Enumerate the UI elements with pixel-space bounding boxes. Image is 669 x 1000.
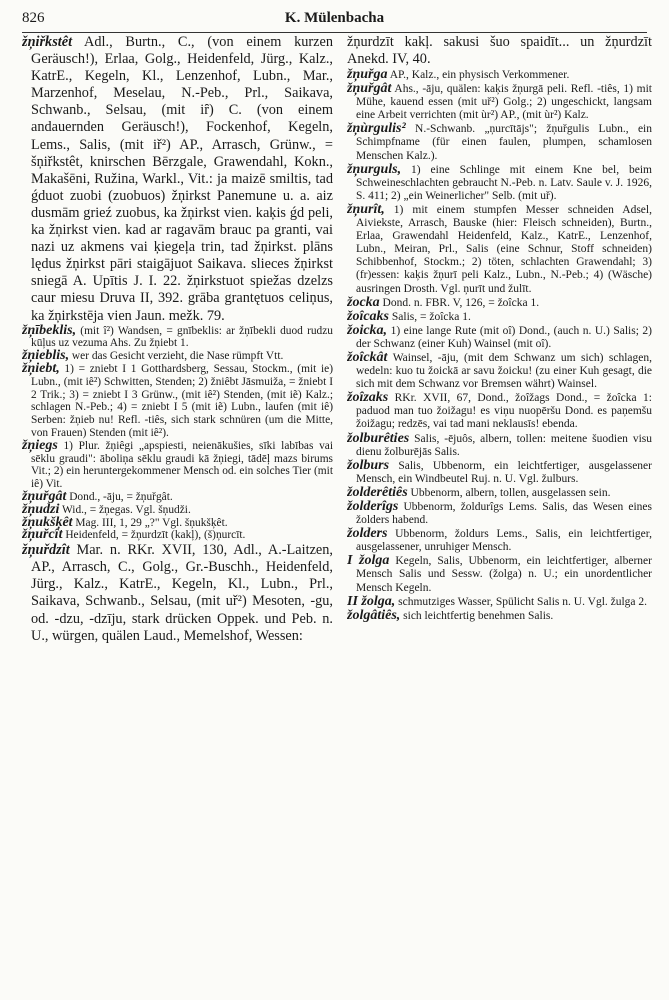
entry-headword: žoîzaks	[347, 390, 389, 406]
entry-definition: Wid., = žņegas. Vgl. šņudži.	[59, 503, 191, 516]
dictionary-entry	[22, 542, 333, 645]
dictionary-entry	[347, 163, 652, 203]
dictionary-entry	[22, 350, 333, 363]
dictionary-entry	[347, 391, 652, 431]
entry-headword: žolburs	[347, 457, 390, 473]
dictionary-entry	[22, 529, 333, 542]
entry-definition: žņurdzīt kakļ. sakusi šuo spaidīt... un žņurdzīt Anekd. IV, 40.	[347, 34, 652, 67]
left-column	[22, 34, 333, 996]
entry-definition: Ubbenorm, žoldurs Lems., Salis, ein leichtfertiger, ausgelassener, unruhiger Mensch.	[356, 528, 652, 554]
entry-definition: Adl., Burtn., C., (von einem kurzen Geräusch!), Erlaa, Golg., Heidenfeld, Jürg., Kalz., KatrE., Kegeln, Kl., Lenzenhof, Lubn., Mar., Marzenhof, Meselau, N.-Peb., Prl., Saikava, Schwanb., Selsau, (mit iȓ) C. (von einem andauernden Geräusch!), Fockenhof, Kegeln, Lems., Salis, (mit iř²) AP., Arrasch, Grünw., = šņiřkstêt, knirschen Bērzgale, Grawendahl, Kokn., Makašēni, Ružina, Warkl., Vit.: ja maizē smiltis, tad ǵduot zuobi (zuobuos) žņirkst Panemune u. a. aiz dusmām grieź zuobus, ka žņirkst vien. kaķis ǵd peli, ka žņirkst vien. kad ar ragavām brauc pa granti, vai nazi uz akmens vai ķiegeļa trin, tad žņirkst. plāns lędus žņirkst pāri staigājuot Saikava. slieces žņirkst sniegā A. Upītis J. I. 22. žņirkstuot spiežas dzelzs caur miesu Druva II, 392. grāba grantętuos celiņus, ka žņirkstēja vien Jaun. mežk. 79.	[31, 34, 333, 324]
dictionary-entry	[347, 122, 652, 162]
entry-definition: 1) mit einem stumpfen Messer schneiden Adsel, Aiviekste, Arrasch, Bauske (hier: Fleisch schneiden), Burtn., Erlaa, Grawendahl Heidenfeld, Kalz., KatrE., Lenzenhof, Lubn., Meiran, Prl., Salis (eine Schnur, Stoff schneiden) Schibbenhof, Stockm.; 2) töten, schlachten Grawendahl; 3) (fr)essen: kaķis žņurī peli Kalz., Lubn., N.-Peb.; 4) (Wäsche) ausringen Drosth. Vgl. ņurīt und žulīt.	[356, 203, 652, 295]
entry-definition: 1) eine Schlinge mit einem Kne bel, beim Schweineschlachten gebraucht N.-Peb. n. Latv. Saule v. J. 1926, S. 411; 2) „ein Weinerlicher" Selb. (mit uř).	[356, 163, 652, 202]
entry-definition: Dond., -āju, = žņuřgât.	[66, 490, 173, 503]
dictionary-entry	[22, 514, 333, 530]
entry-definition: wer das Gesicht verzieht, die Nase rümpft Vtt.	[69, 350, 284, 363]
dictionary-entry	[347, 324, 652, 351]
entry-headword: žolburêties	[347, 430, 410, 446]
entry-definition: Ubbenorm, albern, tollen, ausgelassen sein.	[407, 486, 611, 499]
dictionary-entry	[347, 500, 652, 527]
entry-headword: žoicka,	[347, 322, 388, 338]
entry-definition: RKr. XVII, 67, Dond., žoîžags Dond., = žoîcka 1: paduod man tuo žoižagu! es viņu nuopēršu Dond. es paņemšu žoižagu; redzēs, vai tad mani neklausīs! ebenda.	[356, 392, 652, 431]
entry-definition: 1) = zniebt I 1 Gotthardsberg, Sessau, Stockm., (mit ie) Lubn., (mit iê²) Schwitten, Stenden; 2) žniêbt Jāsmuiža, = žniebt I 2 Trik.; 3) = zniebt I 3 Grünw., (mit iê²) Stenden, (mit iẽ) Kalz.; schlagen N.-Peb.; 4) = zniebt I 5 (mit iẽ) Lubn., laufen (mit iê) Serben: žņieb nu! Refl. -tiês, sich stark schnüren (um die Mitte, von Frauen) Stenden (mit iê²).	[31, 362, 333, 439]
dictionary-entry	[347, 34, 652, 68]
entry-headword: žņurît,	[347, 201, 385, 217]
dictionary-entry	[347, 554, 652, 594]
entry-headword: žņiegs	[22, 437, 58, 453]
entry-definition: Salis, -ējuôs, albern, tollen: meitene šuodien visu dienu žolburējās Salis.	[356, 432, 652, 458]
right-column	[347, 34, 652, 996]
dictionary-entry	[347, 203, 652, 296]
entry-headword: žņībeklis,	[22, 322, 77, 338]
entry-headword: žoîcaks	[347, 308, 389, 324]
entry-headword: žolderêtiês	[347, 484, 408, 500]
entry-headword: žņiřkstêt	[22, 34, 73, 50]
entry-definition: Ahs., -āju, quälen: kaķis žņurgā peli. Refl. -tiês, 1) mit Mühe, kauend essen (mit uř²) Golg.; 2) ungeschickt, langsam eine Arbeit verrichten (mit ùr²) AP., (mit ùr²) Kalz.	[356, 83, 652, 122]
entry-definition: N.-Schwanb. „ņurcītājs"; žņuřgulis Lubn., ein Schimpfname (für einen faulen, plumpen, schamlosen Menschen Kalz.).	[356, 123, 652, 162]
dictionary-entry	[22, 488, 333, 504]
dictionary-entry	[347, 595, 652, 609]
entry-headword: žolders	[347, 526, 388, 542]
dictionary-entry	[347, 82, 652, 122]
dictionary-entry	[347, 310, 652, 324]
dictionary-entry	[347, 527, 652, 554]
dictionary-entry	[22, 34, 333, 325]
entry-definition: 1) Plur. žņiêgi „apspiesti, neienākušies, sīki labības vai sēklu graudi": āboliņa sēklu graudi kā žņiegi, tādēļ mazs birums Vit.; 2) ein heruntergekommener Mensch od. ein solches Tier (mit iê) Vit.	[31, 439, 333, 491]
entry-definition: (mit î²) Wandsen, = gnībeklis: ar žņībekli duod rudzu kūļus uz vezuma Ahs. Zu žņiebt 1.	[31, 324, 333, 350]
dictionary-entry	[347, 486, 652, 500]
entry-headword: žolderîgs	[347, 499, 399, 514]
entry-headword: žņiebt,	[22, 360, 60, 376]
entry-headword: žņuřgât	[347, 81, 392, 97]
entry-headword: žocka	[347, 294, 380, 310]
entry-headword: žņieblis,	[22, 348, 70, 364]
entry-definition: Heidenfeld, = žņurdzīt (kakļ), (š)ņurcīt.	[62, 529, 246, 542]
running-title: K. Mülenbacha	[284, 10, 385, 26]
entry-definition: Wainsel, -āju, (mit dem Schwanz um sich) schlagen, wedeln: kuo tu žoickā ar savu žoicku! (zu einer Kuh gesagt, die sich mit dem Schwanz vor Bremsen währt) Wainsel.	[356, 351, 652, 391]
entry-headword: žņùrgulis²	[347, 121, 406, 137]
entry-headword: žņurguls,	[347, 161, 402, 177]
entry-headword: I žolga	[347, 553, 390, 569]
dictionary-entry	[22, 322, 333, 351]
page-number: 826	[22, 10, 45, 26]
dictionary-entry	[347, 609, 652, 623]
dictionary-entry	[347, 459, 652, 486]
entry-headword: žņudzi	[22, 501, 60, 517]
entry-definition: Ubbenorm, žoldurîgs Lems. Salis, das Wesen eines žolders habend.	[356, 501, 652, 527]
entry-headword: žņuřga	[347, 67, 388, 82]
entry-definition: Salis, Ubbenorm, ein leichtfertiger, ausgelassener Mensch, ein Windbeutel Ruj. n. U. Vgl. žulburs.	[356, 459, 652, 485]
dictionary-entry	[347, 432, 652, 459]
entry-definition: sich leichtfertig benehmen Salis.	[400, 609, 554, 622]
entry-definition: Salis, = žoîcka 1.	[389, 310, 471, 323]
entry-definition: Mar. n. RKr. XVII, 130, Adl., A.-Laitzen, AP., Arrasch, C., Golg., Gr.-Buschh., Heidenfeld, Jürg., Kalz., KatrE., Kegeln, Kl., Lubn., Prl., Saikava, Schwanb., Selsau, (mit uř²) Mesoten, -gu, od. -dzu, -dzīju, stark drücken Oppek. und Peb. n. U., würgen, quälen Laud., Memelshof, Wessen:	[31, 542, 333, 644]
entry-headword: žņukšķêt	[22, 514, 73, 530]
entry-definition: Dond. n. FBR. V, 126, = žoîcka 1.	[379, 296, 540, 309]
entry-definition: 1) eine lange Rute (mit oî) Dond., (auch n. U.) Salis; 2) der Schwanz (einer Kuh) Wainsel (mit oî).	[356, 324, 652, 350]
entry-headword: II žolga,	[347, 593, 396, 609]
entry-definition: Mag. III, 1, 29 „?" Vgl. šņukšķêt.	[72, 516, 228, 529]
entry-definition: Kegeln, Salis, Ubbenorm, ein leichtfertiger, alberner Mensch Salis und Sessw. (žolga) n. U.; ein unordentlicher Mensch Kegeln.	[356, 555, 652, 594]
entry-definition: AP., Kalz., ein physisch Verkommener.	[387, 69, 570, 81]
dictionary-entry	[22, 437, 333, 491]
dictionary-entry	[347, 296, 652, 310]
dictionary-entry	[347, 68, 652, 82]
entry-headword: žņuřdzît	[22, 542, 70, 559]
entry-headword: žolgâtiês,	[347, 607, 401, 623]
dictionary-entry	[347, 351, 652, 391]
page-header	[22, 4, 647, 33]
entry-headword: žņuřgât	[22, 488, 67, 504]
entry-definition: schmutziges Wasser, Spülicht Salis n. U. Vgl. žulga 2.	[395, 595, 648, 608]
entry-headword: žoîckât	[347, 349, 388, 365]
entry-headword: žņuřcît	[22, 527, 63, 543]
dictionary-entry	[22, 360, 333, 440]
